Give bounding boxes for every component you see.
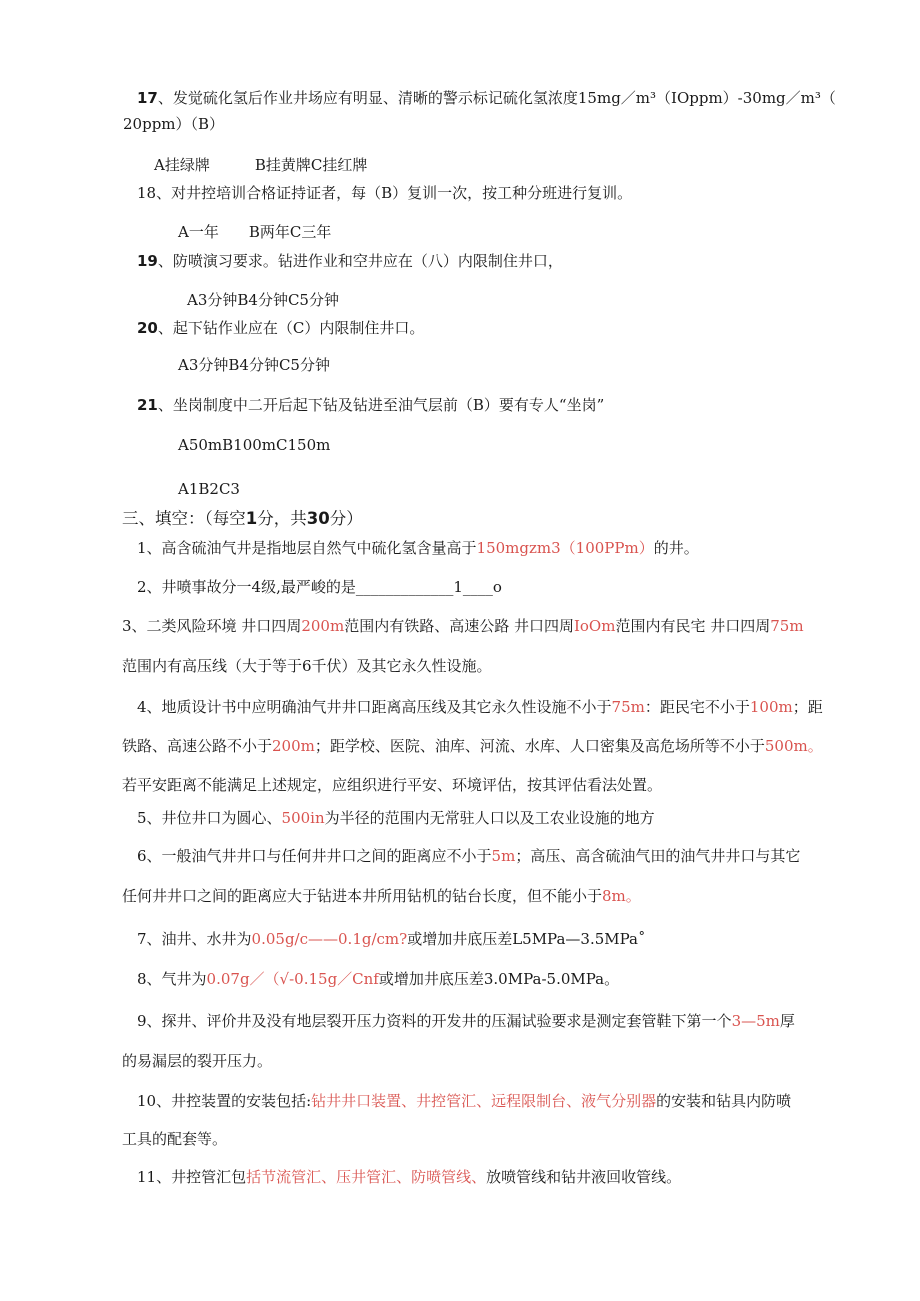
- question-number: 19: [137, 252, 158, 270]
- question-number: 20: [137, 319, 158, 337]
- answer: 8m。: [602, 887, 641, 905]
- question-17-cont: 20ppm）（B）: [123, 115, 225, 133]
- fill-4-cont: 铁路、高速公路不小于200m；距学校、医院、油库、河流、水库、人口密集及高危场所等不小于500m。: [122, 737, 823, 755]
- answer: 100m: [749, 698, 793, 716]
- section-heading: 三、填空：（每空1分，共30分）: [122, 509, 363, 528]
- answer: 200m: [301, 617, 345, 635]
- fill-7: 7、油井、水井为0.05g/c——0.1g/cm?或增加井底压差L5MPa—3.5MPa˚: [137, 930, 646, 948]
- question-17: [137, 88, 836, 108]
- question-text: 、防喷演习要求。钻进作业和空井应在（八）内限制住井口，: [157, 252, 563, 270]
- question-text: 、起下钻作业应在（C）内限制住井口。: [157, 319, 425, 337]
- answer: 75m: [770, 617, 804, 635]
- question-18: 18、对井控培训合格证持证者，每（B）复训一次，按工种分班进行复训。: [137, 184, 633, 202]
- answer: 500in: [281, 809, 325, 827]
- question-18-options: A一年 B两年C三年: [178, 223, 332, 241]
- question-21-options-a: A50mB100mC150m: [178, 436, 331, 454]
- question-20: [137, 318, 424, 338]
- answer: IoOm: [573, 617, 616, 635]
- fill-9-cont: 的易漏层的裂开压力。: [122, 1052, 273, 1070]
- fill-3-cont: 范围内有高压线（大于等于6千伏）及其它永久性设施。: [122, 657, 492, 675]
- fill-2: 2、井喷事故分一4级,最严峻的是_____________1____o: [137, 578, 502, 596]
- answer: 3—5m: [731, 1012, 780, 1030]
- fill-10-cont: 工具的配套等。: [122, 1130, 228, 1148]
- answer: 0.07g／（√-0.15g／Cnf: [206, 970, 379, 988]
- fill-11: 11、井控管汇包括节流管汇、压井管汇、防喷管线、放喷管线和钻井液回收管线。: [137, 1168, 682, 1186]
- answer: 75m: [611, 698, 645, 716]
- question-text: 、坐岗制度中二开后起下钻及钻进至油气层前（B）要有专人“坐岗”: [157, 396, 605, 414]
- question-number: 21: [137, 396, 158, 414]
- answer: 0.05g/c——0.1g/cm?: [251, 930, 408, 948]
- fill-6-cont: 任何井井口之间的距离应大于钻进本井所用钻机的钻台长度，但不能小于8m。: [122, 887, 641, 905]
- fill-5: 5、井位井口为圆心、500in为半径的范围内无常驻人口以及工农业设施的地方: [137, 809, 655, 827]
- fill-4-cont2: 若平安距离不能满足上述规定，应组织进行平安、环境评估，按其评估看法处置。: [122, 776, 663, 794]
- question-21-options-b: A1B2C3: [178, 480, 240, 498]
- fill-1: 1、高含硫油气井是指地层自然气中硫化氢含量高于150mgzm3（100PPm）的井。: [137, 539, 699, 557]
- question-17-options: A挂绿牌 B挂黄牌C挂红牌: [154, 156, 368, 174]
- fill-8: 8、气井为0.07g／（√-0.15g／Cnf或增加井底压差3.0MPa-5.0MPa。: [137, 970, 620, 988]
- fill-9: 9、探井、评价井及没有地层裂开压力资料的开发井的压漏试验要求是测定套管鞋下第一个3—5m厚: [137, 1012, 795, 1030]
- answer: 500m。: [764, 737, 823, 755]
- question-number: 17: [137, 89, 158, 107]
- question-20-options: A3分钟B4分钟C5分钟: [178, 356, 330, 374]
- fill-4: 4、地质设计书中应明确油气井井口距离高压线及其它永久性设施不小于75m：距民宅不小于100m；距: [137, 698, 823, 716]
- fill-10: 10、井控装置的安装包括:钻井井口装置、井控管汇、远程限制台、液气分别器的安装和钻具内防喷: [137, 1092, 792, 1110]
- fill-6: 6、一般油气井井口与任何井井口之间的距离应不小于5m；高压、高含硫油气田的油气井井口与其它: [137, 847, 801, 865]
- question-21: [137, 395, 604, 415]
- answer: 5m: [491, 847, 516, 865]
- answer: 括节流管汇、压井管汇、防喷管线、: [246, 1168, 487, 1186]
- answer: 200m: [272, 737, 315, 755]
- question-text: 、发觉硫化氢后作业井场应有明显、清晰的警示标记硫化氢浓度15mg／m³（IOppm）-30mg／m³（: [157, 89, 836, 107]
- answer: 150mgzm3（100PPm）: [476, 539, 654, 557]
- answer: 钻井井口装置、井控管汇、远程限制台、液气分别器: [311, 1092, 657, 1110]
- question-19-options: A3分钟B4分钟C5分钟: [187, 291, 339, 309]
- question-19: [137, 251, 563, 271]
- fill-3: 3、二类风险环境 井口四周200m范围内有铁路、高速公路 井口四周IoOm范围内有民宅 井口四周75m: [122, 617, 804, 635]
